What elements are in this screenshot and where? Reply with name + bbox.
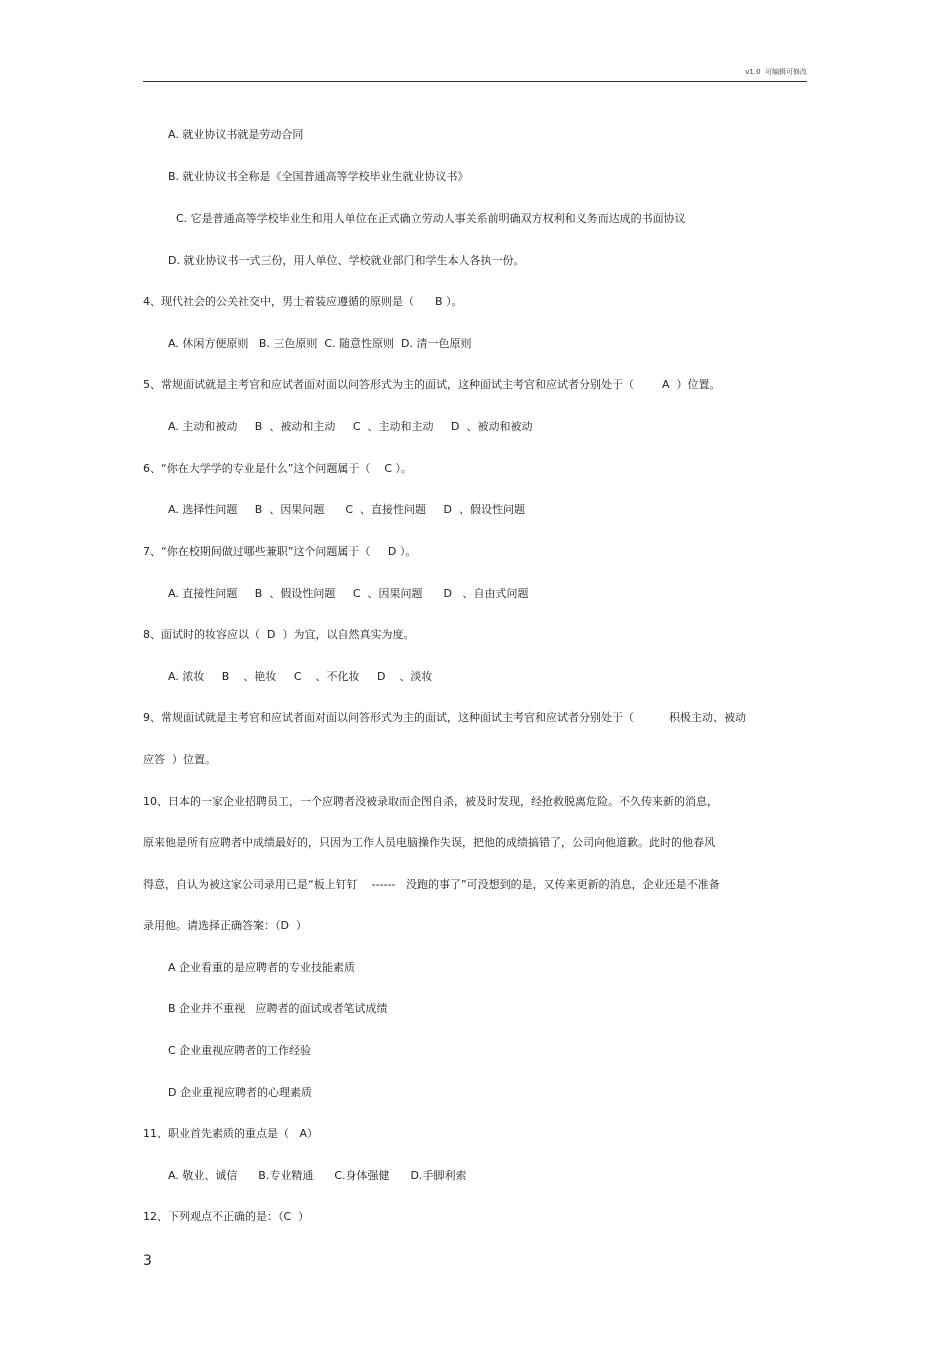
header-rule (143, 81, 807, 82)
option-text: A. 就业协议书就是劳动合同 (168, 128, 304, 141)
question-text: 8、面试时的妆容应以（ D ）为宜，以自然真实为度。 (143, 628, 415, 641)
question-text: 7、“你在校期间做过哪些兼职”这个问题属于（ D ）。 (143, 545, 417, 558)
option-text: D. 就业协议书一式三份，用人单位、学校就业部门和学生本人各执一份。 (168, 254, 525, 267)
question-text: 9、常规面试就是主考官和应试者面对面以问答形式为主的面试，这种面试主考官和应试者分别处于（ 积极主动、被动 (143, 711, 746, 724)
option-text: B. 就业协议书全称是《全国普通高等学校毕业生就业协议书》 (168, 170, 469, 183)
option-text: A. 休闲方便原则 B. 三色原则 C. 随意性原则 D. 清一色原则 (168, 337, 472, 350)
option-text: A. 主动和被动 B 、被动和主动 C 、主动和主动 D 、被动和被动 (168, 420, 533, 433)
option-text: C 企业重视应聘者的工作经验 (168, 1044, 312, 1057)
option-text: C. 它是普通高等学校毕业生和用人单位在正式确立劳动人事关系前明确双方权利和义务而达成的书面协议 (176, 212, 686, 225)
question-text: 应答 ）位置。 (143, 753, 216, 766)
question-text: 5、常规面试就是主考官和应试者面对面以问答形式为主的面试，这种面试主考官和应试者分别处于（ A ）位置。 (143, 378, 721, 391)
page-number: 3 (143, 1253, 152, 1269)
question-text: 4、现代社会的公关社交中，男士着装应遵循的原则是（ B ）。 (143, 295, 463, 308)
question-text: 12、下列观点不正确的是：（C ） (143, 1210, 310, 1223)
option-text: A. 浓妆 B 、艳妆 C 、不化妆 D 、淡妆 (168, 670, 433, 683)
option-text: D 企业重视应聘者的心理素质 (168, 1086, 312, 1099)
option-text: A. 选择性问题 B 、因果问题 C 、直接性问题 D 、假设性问题 (168, 503, 525, 516)
option-text: B 企业并不重视 应聘者的面试或者笔试成绩 (168, 1002, 388, 1015)
question-text: 11、职业首先素质的重点是（ A） (143, 1127, 319, 1140)
header-version-note: v1.0 可编辑可修改 (745, 68, 807, 76)
question-text: 6、“你在大学学的专业是什么”这个问题属于（ C ）。 (143, 462, 413, 475)
question-text: 原来他是所有应聘者中成绩最好的，只因为工作人员电脑操作失误，把他的成绩搞错了，公司向他道歉。此时的他春风 (143, 836, 715, 849)
question-text: 得意，自认为被这家公司录用已是“板上钉钉 ------ 没跑的事了”可没想到的是，又传来更新的消息，企业还是不准备 (143, 878, 720, 891)
question-text: 录用他。请选择正确答案：（D ） (143, 919, 307, 932)
option-text: A 企业看重的是应聘者的专业技能素质 (168, 961, 356, 974)
question-text: 10、日本的一家企业招聘员工，一个应聘者没被录取而企图自杀，被及时发现，经抢救脱离危险。不久传来新的消息， (143, 795, 718, 808)
option-text: A. 直接性问题 B 、假设性问题 C 、因果问题 D 、自由式问题 (168, 587, 529, 600)
option-text: A. 敬业、诚信 B.专业精通 C.身体强健 D.手脚利索 (168, 1169, 467, 1182)
